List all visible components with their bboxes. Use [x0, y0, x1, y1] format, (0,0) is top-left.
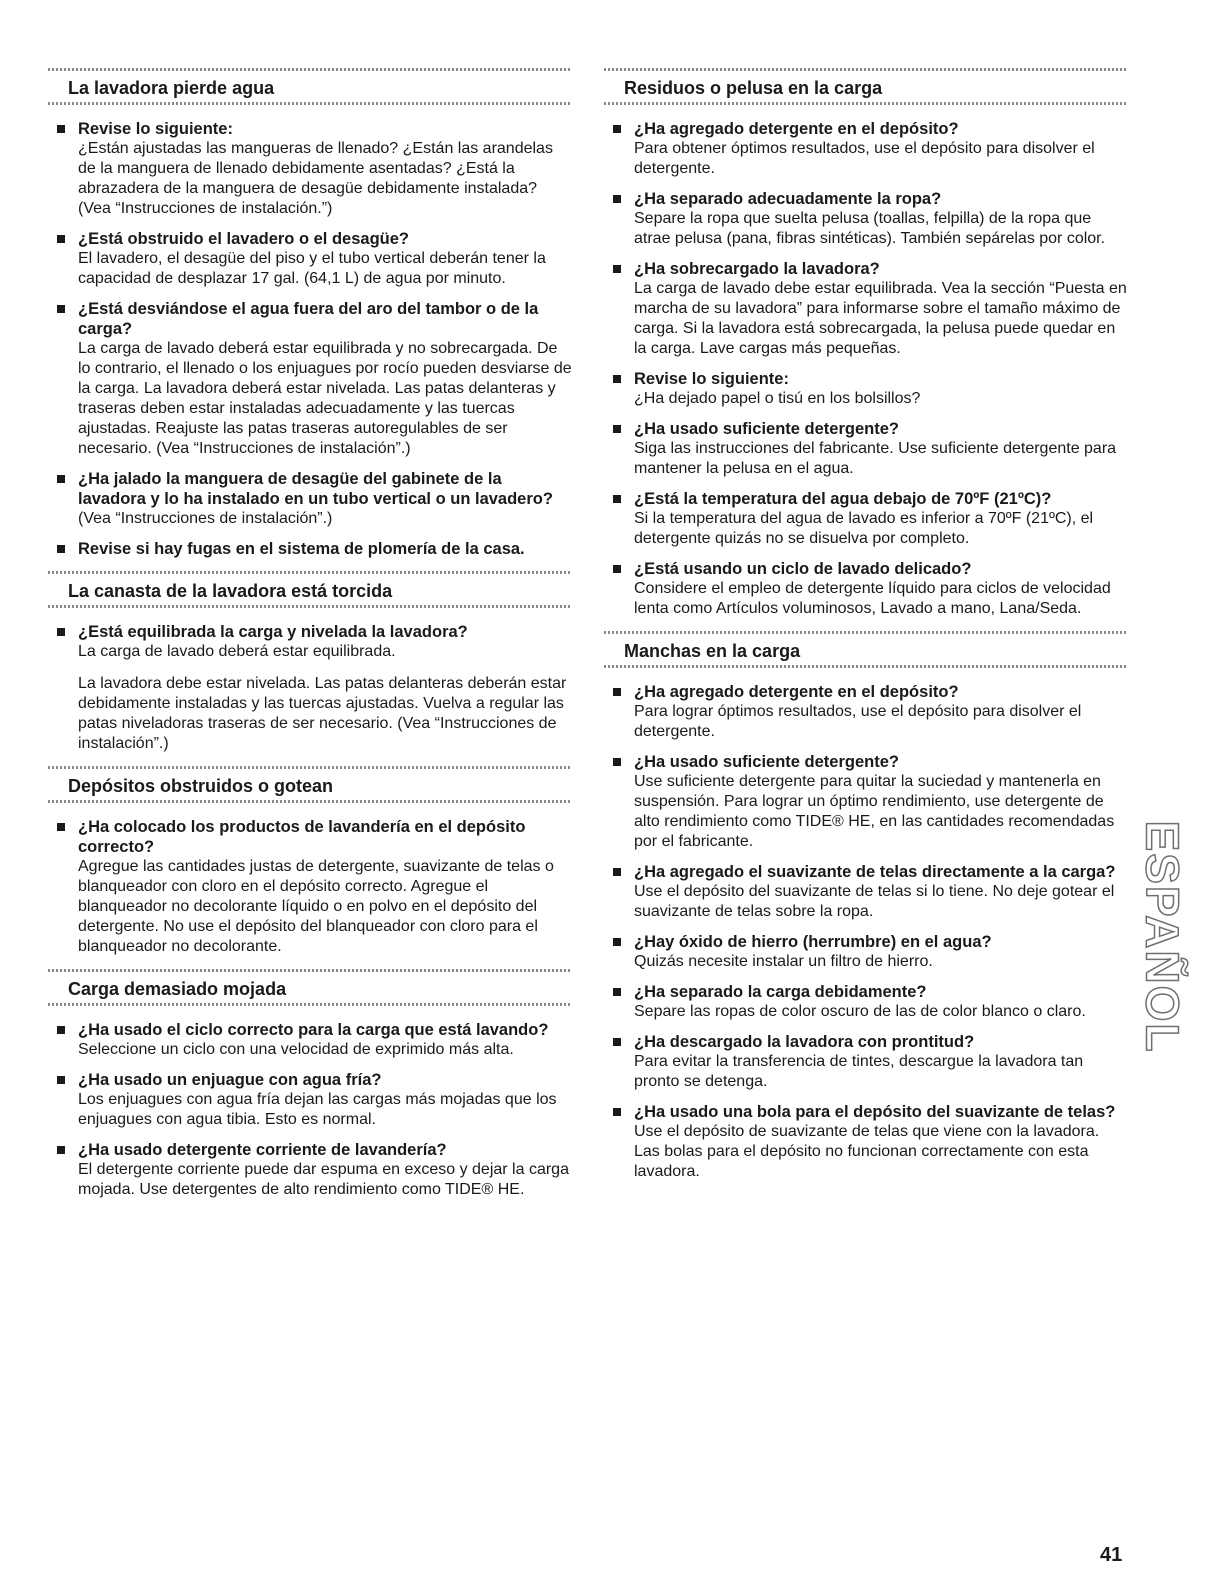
answer-text: Siga las instrucciones del fabricante. Use suficiente detergente para mantener la pelusa en el agua.	[634, 440, 1117, 477]
list-item	[48, 299, 572, 459]
square-bullet-icon	[57, 823, 65, 831]
answer-text: El detergente corriente puede dar espuma en exceso y dejar la carga mojada. Use detergentes de alto rendimiento como TIDE® HE.	[78, 1161, 569, 1198]
answer-text: Considere el empleo de detergente líquido para ciclos de velocidad lenta como Artículos voluminosos, Lavado a mano, Lana/Seda.	[634, 580, 1111, 617]
page-number: 41	[1100, 1544, 1123, 1566]
section-title: La lavadora pierde agua	[68, 78, 275, 98]
answer-text: ¿Ha dejado papel o tisú en los bolsillos?	[634, 390, 921, 407]
question-title: ¿Ha separado adecuadamente la ropa?	[634, 190, 942, 208]
question-title: ¿Está la temperatura del agua debajo de 70ºF (21ºC)?	[634, 490, 1052, 508]
square-bullet-icon	[613, 868, 621, 876]
list-item	[48, 1070, 572, 1130]
answer-text: Los enjuagues con agua fría dejan las cargas más mojadas que los enjuagues con agua tibia. Esto es normal.	[78, 1091, 557, 1128]
section-title: Manchas en la carga	[624, 641, 801, 661]
question-title: ¿Ha jalado la manguera de desagüe del gabinete de la lavadora y lo ha instalado en un tubo vertical o un lavadero?	[78, 470, 553, 508]
question-title: ¿Ha usado suficiente detergente?	[634, 420, 899, 438]
question-list	[48, 817, 572, 957]
section-header	[604, 631, 1128, 668]
list-item	[604, 752, 1128, 852]
question-list	[604, 682, 1128, 1182]
question-list	[48, 1020, 572, 1200]
list-item	[604, 189, 1128, 249]
square-bullet-icon	[57, 125, 65, 133]
section-title: Residuos o pelusa en la carga	[624, 78, 883, 98]
side-tab-label: ESPAÑOL	[1136, 820, 1189, 1054]
square-bullet-icon	[613, 1108, 621, 1116]
section	[48, 969, 572, 1200]
square-bullet-icon	[57, 545, 65, 553]
list-item	[48, 817, 572, 957]
square-bullet-icon	[57, 1026, 65, 1034]
section-header	[48, 571, 572, 608]
question-title: ¿Ha agregado detergente en el depósito?	[634, 120, 959, 138]
square-bullet-icon	[613, 265, 621, 273]
section-title: La canasta de la lavadora está torcida	[68, 581, 393, 601]
answer-text: Use el depósito del suavizante de telas si lo tiene. No deje gotear el suavizante de telas sobre la ropa.	[634, 883, 1115, 920]
answer-text: La carga de lavado deberá estar equilibrada.	[78, 643, 396, 660]
section-header	[48, 68, 572, 105]
question-list	[604, 119, 1128, 619]
question-title: ¿Ha usado una bola para el depósito del suavizante de telas?	[634, 1103, 1116, 1121]
list-item	[604, 119, 1128, 179]
question-title: ¿Hay óxido de hierro (herrumbre) en el agua?	[634, 933, 992, 951]
square-bullet-icon	[613, 565, 621, 573]
answer-text: El lavadero, el desagüe del piso y el tubo vertical deberán tener la capacidad de desplazar 17 gal. (64,1 L) de agua por minuto.	[78, 250, 546, 287]
question-title: ¿Está equilibrada la carga y nivelada la lavadora?	[78, 623, 468, 641]
section-header	[604, 68, 1128, 105]
list-item	[48, 229, 572, 289]
square-bullet-icon	[613, 758, 621, 766]
square-bullet-icon	[613, 425, 621, 433]
answer-text: ¿Están ajustadas las mangueras de llenado? ¿Están las arandelas de la manguera de llenado debidamente asentadas? ¿Está la abrazadera de la manguera de desagüe debidamente instalada? (Vea “Instrucciones de instalación.”)	[78, 140, 553, 217]
answer-text: Use el depósito de suavizante de telas que viene con la lavadora. Las bolas para el depósito no funcionan correctamente con esta lavadora.	[634, 1123, 1100, 1180]
list-item	[604, 1102, 1128, 1182]
list-item	[604, 559, 1128, 619]
question-title: ¿Está obstruido el lavadero o el desagüe?	[78, 230, 409, 248]
square-bullet-icon	[613, 375, 621, 383]
list-item	[604, 682, 1128, 742]
list-item	[48, 622, 572, 754]
question-title: Revise lo siguiente:	[78, 120, 233, 138]
question-title: ¿Ha agregado detergente en el depósito?	[634, 683, 959, 701]
question-list	[48, 119, 572, 559]
answer-text: Quizás necesite instalar un filtro de hierro.	[634, 953, 933, 970]
question-title: Revise si hay fugas en el sistema de plomería de la casa.	[78, 540, 525, 558]
list-item	[604, 862, 1128, 922]
square-bullet-icon	[613, 495, 621, 503]
square-bullet-icon	[613, 688, 621, 696]
section-title: Depósitos obstruidos o gotean	[68, 776, 334, 796]
answer-text: Use suficiente detergente para quitar la suciedad y mantenerla en suspensión. Para lograr un óptimo rendimiento, use detergente de alto rendimiento como TIDE® HE, en las cantidades recomendadas por el fabricante.	[634, 773, 1115, 850]
language-side-tab	[1136, 812, 1189, 1062]
list-item	[48, 1140, 572, 1200]
list-item	[604, 489, 1128, 549]
square-bullet-icon	[613, 195, 621, 203]
list-item	[48, 469, 572, 529]
square-bullet-icon	[57, 305, 65, 313]
section	[604, 631, 1128, 1182]
section-header	[48, 766, 572, 803]
list-item	[604, 932, 1128, 972]
list-item	[604, 982, 1128, 1022]
question-title: ¿Ha usado un enjuague con agua fría?	[78, 1071, 382, 1089]
list-item	[604, 1032, 1128, 1092]
section	[604, 68, 1128, 619]
question-title: ¿Ha agregado el suavizante de telas directamente a la carga?	[634, 863, 1116, 881]
answer-text: Si la temperatura del agua de lavado es inferior a 70ºF (21ºC), el detergente quizás no se disuelva por completo.	[634, 510, 1094, 547]
answer-text: Agregue las cantidades justas de detergente, suavizante de telas o blanqueador con cloro en el depósito correcto. Agregue el blanqueador no decolorante líquido o en polvo en el depósito del detergente. No use el depósito del blanqueador con cloro para el blanqueador no decolorante.	[78, 858, 554, 955]
question-title: ¿Está desviándose el agua fuera del aro del tambor o de la carga?	[78, 300, 539, 338]
square-bullet-icon	[57, 475, 65, 483]
answer-text: Para lograr óptimos resultados, use el depósito para disolver el detergente.	[634, 703, 1082, 740]
question-title: ¿Está usando un ciclo de lavado delicado?	[634, 560, 972, 578]
question-title: ¿Ha separado la carga debidamente?	[634, 983, 927, 1001]
answer-text: La carga de lavado debe estar equilibrada. Vea la sección “Puesta en marcha de su lavadora” para informarse sobre el tamaño máximo de carga. Si la lavadora está sobrecargada, la pelusa puede quedar en la carga. Lave cargas más pequeñas.	[634, 280, 1127, 357]
right-column	[604, 68, 1128, 1194]
section	[48, 68, 572, 559]
list-item	[48, 119, 572, 219]
answer-text: La lavadora debe estar nivelada. Las patas delanteras deberán estar debidamente instaladas y las tuercas ajustadas. Vuelva a regular las patas niveladoras traseras de ser necesario. (Vea “Instrucciones de instalación”.)	[78, 675, 567, 752]
list-item	[48, 1020, 572, 1060]
question-title: Revise lo siguiente:	[634, 370, 789, 388]
answer-text: (Vea “Instrucciones de instalación”.)	[78, 510, 333, 527]
section-header	[48, 969, 572, 1006]
square-bullet-icon	[613, 125, 621, 133]
answer-text: Separe las ropas de color oscuro de las de color blanco o claro.	[634, 1003, 1086, 1020]
square-bullet-icon	[613, 988, 621, 996]
square-bullet-icon	[57, 235, 65, 243]
answer-text: Seleccione un ciclo con una velocidad de exprimido más alta.	[78, 1041, 514, 1058]
question-title: ¿Ha usado suficiente detergente?	[634, 753, 899, 771]
square-bullet-icon	[613, 1038, 621, 1046]
question-title: ¿Ha colocado los productos de lavandería en el depósito correcto?	[78, 818, 526, 856]
left-column	[48, 68, 572, 1212]
square-bullet-icon	[613, 938, 621, 946]
square-bullet-icon	[57, 1146, 65, 1154]
answer-text: Para obtener óptimos resultados, use el depósito para disolver el detergente.	[634, 140, 1095, 177]
question-title: ¿Ha usado detergente corriente de lavandería?	[78, 1141, 447, 1159]
section-title: Carga demasiado mojada	[68, 979, 287, 999]
question-title: ¿Ha descargado la lavadora con prontitud?	[634, 1033, 975, 1051]
section	[48, 571, 572, 754]
list-item	[604, 259, 1128, 359]
square-bullet-icon	[57, 1076, 65, 1084]
list-item	[604, 419, 1128, 479]
answer-text: Para evitar la transferencia de tintes, descargue la lavadora tan pronto se detenga.	[634, 1053, 1084, 1090]
list-item	[48, 539, 572, 559]
answer-text: La carga de lavado deberá estar equilibrada y no sobrecargada. De lo contrario, el llenado o los enjuagues por rocío pueden desviarse de la carga. La lavadora deberá estar nivelada. Las patas delanteras y traseras deben estar instaladas adecuadamente y las tuercas ajustadas. Reajuste las patas traseras autoregulables de ser necesario. (Vea “Instrucciones de instalación”.)	[78, 340, 572, 457]
answer-text: Separe la ropa que suelta pelusa (toallas, felpilla) de la ropa que atrae pelusa (pana, fibras sintéticas). También sepárelas por color.	[634, 210, 1106, 247]
question-title: ¿Ha sobrecargado la lavadora?	[634, 260, 880, 278]
question-list	[48, 622, 572, 754]
square-bullet-icon	[57, 628, 65, 636]
list-item	[604, 369, 1128, 409]
section	[48, 766, 572, 957]
question-title: ¿Ha usado el ciclo correcto para la carga que está lavando?	[78, 1021, 549, 1039]
